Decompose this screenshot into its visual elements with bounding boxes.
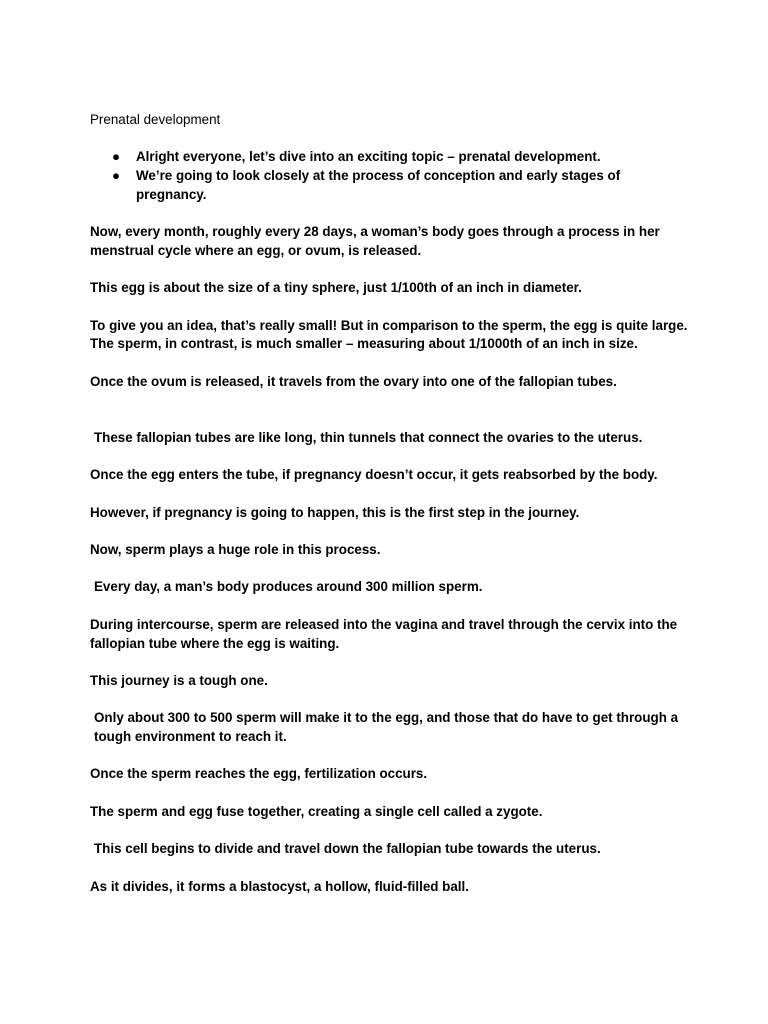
bullet-text: Alright everyone, let’s dive into an exciting topic – prenatal development. [136, 149, 601, 165]
paragraph: This egg is about the size of a tiny sphere, just 1/100th of an inch in diameter. [90, 280, 582, 296]
paragraph: However, if pregnancy is going to happen, this is the first step in the journey. [90, 504, 580, 520]
paragraph: During intercourse, sperm are released into the vagina and travel through the cervix into the fallopian tube where the egg is waiting. [90, 616, 678, 651]
paragraph: Once the egg enters the tube, if pregnancy doesn’t occur, it gets reabsorbed by the body. [90, 467, 658, 483]
bullet-marker: ● [112, 149, 121, 165]
paragraph: These fallopian tubes are like long, thin tunnels that connect the ovaries to the uterus. [94, 429, 643, 445]
paragraph: Only about 300 to 500 sperm will make it to the egg, and those that do have to get through a tough environment to reach it. [94, 710, 679, 744]
bullet-marker: ● [112, 168, 121, 184]
document-body [90, 111, 690, 915]
paragraph: As it divides, it forms a blastocyst, a hollow, fluid-filled ball. [90, 878, 469, 894]
paragraph: This journey is a tough one. [90, 672, 268, 688]
bullet-item [112, 148, 690, 167]
paragraph: This cell begins to divide and travel down the fallopian tube towards the uterus. [94, 841, 601, 857]
intro-bullet-list [90, 148, 690, 204]
bullet-item [112, 167, 690, 204]
paragraph: The sperm and egg fuse together, creating a single cell called a zygote. [90, 803, 543, 819]
document-title: Prenatal development [90, 112, 221, 127]
paragraph: Once the ovum is released, it travels from the ovary into one of the fallopian tubes. [90, 373, 617, 389]
paragraph: Once the sperm reaches the egg, fertilization occurs. [90, 766, 428, 782]
paragraph: Now, every month, roughly every 28 days, a woman’s body goes through a process in her menstrual cycle where an egg, or ovum, is released. [90, 224, 660, 258]
paragraph: Now, sperm plays a huge role in this process. [90, 542, 381, 558]
bullet-text: We’re going to look closely at the process of conception and early stages of pregnancy. [136, 168, 621, 202]
paragraph: Every day, a man’s body produces around 300 million sperm. [94, 579, 483, 595]
paragraph: To give you an idea, that’s really small! But in comparison to the sperm, the egg is quite large. The sperm, in contrast, is much smaller – measuring about 1/1000th of an inch in size. [90, 317, 688, 352]
